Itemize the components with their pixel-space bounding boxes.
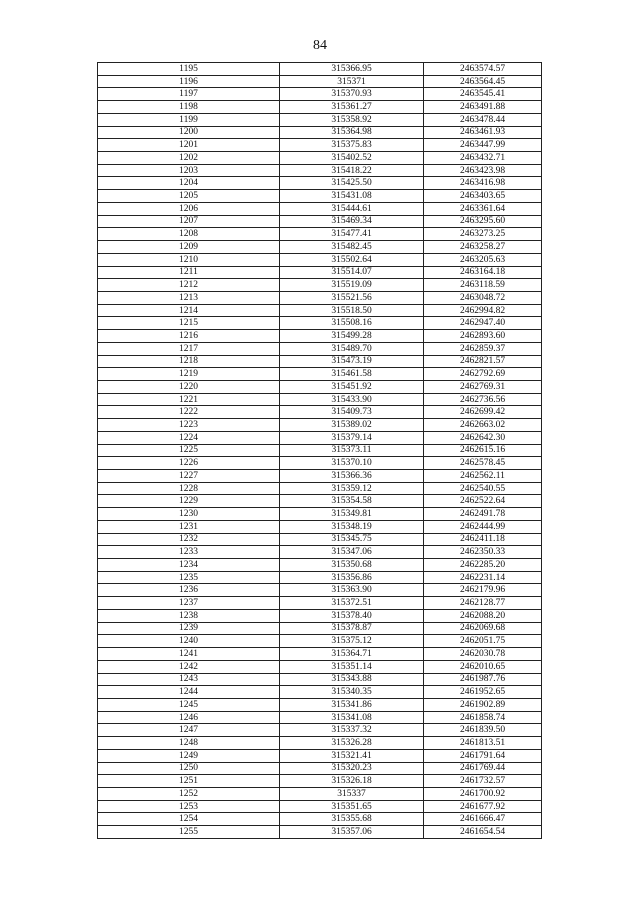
table-row [98,457,542,470]
x-coordinate-cell: 315514.07 [280,266,424,279]
table-row [98,75,542,88]
point-number-cell: 1235 [98,571,280,584]
x-coordinate-cell: 315372.51 [280,597,424,610]
table-row [98,177,542,190]
y-coordinate-cell: 2461858.74 [424,711,542,724]
x-coordinate-cell: 315340.35 [280,686,424,699]
point-number-cell: 1251 [98,775,280,788]
table-row [98,724,542,737]
table-row [98,533,542,546]
y-coordinate-cell: 2463205.63 [424,253,542,266]
table-row [98,800,542,813]
point-number-cell: 1199 [98,113,280,126]
table-row [98,126,542,139]
point-number-cell: 1245 [98,698,280,711]
point-number-cell: 1221 [98,393,280,406]
x-coordinate-cell: 315326.28 [280,737,424,750]
x-coordinate-cell: 315409.73 [280,406,424,419]
y-coordinate-cell: 2462859.37 [424,342,542,355]
table-row [98,279,542,292]
y-coordinate-cell: 2462179.96 [424,584,542,597]
point-number-cell: 1205 [98,190,280,203]
table-row [98,775,542,788]
y-coordinate-cell: 2462051.75 [424,635,542,648]
x-coordinate-cell: 315425.50 [280,177,424,190]
y-coordinate-cell: 2462736.56 [424,393,542,406]
table-row [98,431,542,444]
x-coordinate-cell: 315518.50 [280,304,424,317]
y-coordinate-cell: 2462540.55 [424,482,542,495]
y-coordinate-cell: 2463361.64 [424,202,542,215]
table-row [98,393,542,406]
point-number-cell: 1225 [98,444,280,457]
table-row [98,584,542,597]
x-coordinate-cell: 315473.19 [280,355,424,368]
x-coordinate-cell: 315418.22 [280,164,424,177]
y-coordinate-cell: 2463447.99 [424,139,542,152]
x-coordinate-cell: 315358.92 [280,113,424,126]
x-coordinate-cell: 315320.23 [280,762,424,775]
coordinates-table [97,62,542,839]
x-coordinate-cell: 315375.12 [280,635,424,648]
table-row [98,495,542,508]
table-row [98,482,542,495]
table-row [98,520,542,533]
point-number-cell: 1228 [98,482,280,495]
table-row [98,698,542,711]
point-number-cell: 1254 [98,813,280,826]
y-coordinate-cell: 2462578.45 [424,457,542,470]
point-number-cell: 1207 [98,215,280,228]
point-number-cell: 1195 [98,63,280,76]
x-coordinate-cell: 315345.75 [280,533,424,546]
y-coordinate-cell: 2461769.44 [424,762,542,775]
table-row [98,660,542,673]
y-coordinate-cell: 2463491.88 [424,101,542,114]
y-coordinate-cell: 2462444.99 [424,520,542,533]
point-number-cell: 1201 [98,139,280,152]
point-number-cell: 1204 [98,177,280,190]
table-row [98,609,542,622]
y-coordinate-cell: 2462821.57 [424,355,542,368]
x-coordinate-cell: 315502.64 [280,253,424,266]
y-coordinate-cell: 2462069.68 [424,622,542,635]
y-coordinate-cell: 2461902.89 [424,698,542,711]
y-coordinate-cell: 2462947.40 [424,317,542,330]
point-number-cell: 1232 [98,533,280,546]
table-row [98,380,542,393]
table-row [98,648,542,661]
point-number-cell: 1231 [98,520,280,533]
y-coordinate-cell: 2461813.51 [424,737,542,750]
table-row [98,253,542,266]
x-coordinate-cell: 315347.06 [280,546,424,559]
y-coordinate-cell: 2462285.20 [424,559,542,572]
point-number-cell: 1248 [98,737,280,750]
x-coordinate-cell: 315341.08 [280,711,424,724]
y-coordinate-cell: 2461666.47 [424,813,542,826]
y-coordinate-cell: 2462769.31 [424,380,542,393]
table-row [98,444,542,457]
table-row [98,571,542,584]
x-coordinate-cell: 315482.45 [280,241,424,254]
point-number-cell: 1233 [98,546,280,559]
point-number-cell: 1203 [98,164,280,177]
x-coordinate-cell: 315337 [280,787,424,800]
y-coordinate-cell: 2462663.02 [424,419,542,432]
y-coordinate-cell: 2463574.57 [424,63,542,76]
y-coordinate-cell: 2462994.82 [424,304,542,317]
table-row [98,139,542,152]
y-coordinate-cell: 2461952.65 [424,686,542,699]
point-number-cell: 1246 [98,711,280,724]
point-number-cell: 1239 [98,622,280,635]
y-coordinate-cell: 2463461.93 [424,126,542,139]
point-number-cell: 1209 [98,241,280,254]
point-number-cell: 1208 [98,228,280,241]
point-number-cell: 1244 [98,686,280,699]
point-number-cell: 1226 [98,457,280,470]
x-coordinate-cell: 315378.87 [280,622,424,635]
point-number-cell: 1218 [98,355,280,368]
x-coordinate-cell: 315366.95 [280,63,424,76]
y-coordinate-cell: 2462231.14 [424,571,542,584]
point-number-cell: 1236 [98,584,280,597]
x-coordinate-cell: 315521.56 [280,291,424,304]
table-row [98,190,542,203]
table-body [98,63,542,839]
x-coordinate-cell: 315370.10 [280,457,424,470]
point-number-cell: 1222 [98,406,280,419]
y-coordinate-cell: 2463432.71 [424,152,542,165]
table-row [98,711,542,724]
table-row [98,406,542,419]
point-number-cell: 1249 [98,749,280,762]
table-row [98,304,542,317]
point-number-cell: 1200 [98,126,280,139]
table-row [98,63,542,76]
table-row [98,228,542,241]
point-number-cell: 1227 [98,470,280,483]
y-coordinate-cell: 2462642.30 [424,431,542,444]
y-coordinate-cell: 2462699.42 [424,406,542,419]
table-row [98,826,542,839]
table-row [98,419,542,432]
x-coordinate-cell: 315364.98 [280,126,424,139]
point-number-cell: 1198 [98,101,280,114]
table-row [98,266,542,279]
point-number-cell: 1212 [98,279,280,292]
point-number-cell: 1240 [98,635,280,648]
table-row [98,355,542,368]
y-coordinate-cell: 2463273.25 [424,228,542,241]
y-coordinate-cell: 2461700.92 [424,787,542,800]
y-coordinate-cell: 2461654.54 [424,826,542,839]
x-coordinate-cell: 315489.70 [280,342,424,355]
x-coordinate-cell: 315343.88 [280,673,424,686]
y-coordinate-cell: 2461839.50 [424,724,542,737]
table-row [98,508,542,521]
y-coordinate-cell: 2463258.27 [424,241,542,254]
table-row [98,317,542,330]
x-coordinate-cell: 315361.27 [280,101,424,114]
x-coordinate-cell: 315366.36 [280,470,424,483]
x-coordinate-cell: 315469.34 [280,215,424,228]
table-row [98,202,542,215]
y-coordinate-cell: 2462088.20 [424,609,542,622]
x-coordinate-cell: 315351.65 [280,800,424,813]
x-coordinate-cell: 315348.19 [280,520,424,533]
y-coordinate-cell: 2462522.64 [424,495,542,508]
point-number-cell: 1197 [98,88,280,101]
table-row [98,559,542,572]
x-coordinate-cell: 315389.02 [280,419,424,432]
y-coordinate-cell: 2462615.16 [424,444,542,457]
x-coordinate-cell: 315354.58 [280,495,424,508]
y-coordinate-cell: 2461987.76 [424,673,542,686]
table-row [98,787,542,800]
point-number-cell: 1237 [98,597,280,610]
table-row [98,330,542,343]
point-number-cell: 1242 [98,660,280,673]
table-row [98,749,542,762]
table-row [98,762,542,775]
x-coordinate-cell: 315402.52 [280,152,424,165]
point-number-cell: 1210 [98,253,280,266]
point-number-cell: 1216 [98,330,280,343]
y-coordinate-cell: 2463295.60 [424,215,542,228]
x-coordinate-cell: 315433.90 [280,393,424,406]
y-coordinate-cell: 2463545.41 [424,88,542,101]
x-coordinate-cell: 315359.12 [280,482,424,495]
x-coordinate-cell: 315337.32 [280,724,424,737]
table-row [98,470,542,483]
table-row [98,597,542,610]
y-coordinate-cell: 2462350.33 [424,546,542,559]
y-coordinate-cell: 2461677.92 [424,800,542,813]
point-number-cell: 1238 [98,609,280,622]
point-number-cell: 1241 [98,648,280,661]
x-coordinate-cell: 315477.41 [280,228,424,241]
y-coordinate-cell: 2462411.18 [424,533,542,546]
table-row [98,737,542,750]
x-coordinate-cell: 315341.86 [280,698,424,711]
table-row [98,113,542,126]
point-number-cell: 1214 [98,304,280,317]
x-coordinate-cell: 315519.09 [280,279,424,292]
x-coordinate-cell: 315378.40 [280,609,424,622]
point-number-cell: 1255 [98,826,280,839]
table-row [98,152,542,165]
point-number-cell: 1213 [98,291,280,304]
x-coordinate-cell: 315431.08 [280,190,424,203]
table-row [98,546,542,559]
point-number-cell: 1206 [98,202,280,215]
point-number-cell: 1234 [98,559,280,572]
point-number-cell: 1229 [98,495,280,508]
table-row [98,813,542,826]
x-coordinate-cell: 315355.68 [280,813,424,826]
table-row [98,342,542,355]
x-coordinate-cell: 315375.83 [280,139,424,152]
table-row [98,164,542,177]
x-coordinate-cell: 315364.71 [280,648,424,661]
x-coordinate-cell: 315371 [280,75,424,88]
x-coordinate-cell: 315451.92 [280,380,424,393]
point-number-cell: 1219 [98,368,280,381]
y-coordinate-cell: 2463423.98 [424,164,542,177]
x-coordinate-cell: 315349.81 [280,508,424,521]
table-row [98,241,542,254]
point-number-cell: 1230 [98,508,280,521]
y-coordinate-cell: 2463048.72 [424,291,542,304]
x-coordinate-cell: 315444.61 [280,202,424,215]
point-number-cell: 1223 [98,419,280,432]
x-coordinate-cell: 315379.14 [280,431,424,444]
x-coordinate-cell: 315363.90 [280,584,424,597]
y-coordinate-cell: 2463416.98 [424,177,542,190]
table-row [98,88,542,101]
table-row [98,101,542,114]
x-coordinate-cell: 315351.14 [280,660,424,673]
y-coordinate-cell: 2461732.57 [424,775,542,788]
x-coordinate-cell: 315499.28 [280,330,424,343]
y-coordinate-cell: 2462010.65 [424,660,542,673]
table-row [98,291,542,304]
point-number-cell: 1215 [98,317,280,330]
y-coordinate-cell: 2462792.69 [424,368,542,381]
y-coordinate-cell: 2462128.77 [424,597,542,610]
x-coordinate-cell: 315370.93 [280,88,424,101]
y-coordinate-cell: 2462562.11 [424,470,542,483]
point-number-cell: 1202 [98,152,280,165]
table-row [98,673,542,686]
y-coordinate-cell: 2463478.44 [424,113,542,126]
point-number-cell: 1252 [98,787,280,800]
x-coordinate-cell: 315326.18 [280,775,424,788]
table-row [98,635,542,648]
point-number-cell: 1243 [98,673,280,686]
x-coordinate-cell: 315508.16 [280,317,424,330]
table-row [98,215,542,228]
y-coordinate-cell: 2462030.78 [424,648,542,661]
y-coordinate-cell: 2463164.18 [424,266,542,279]
y-coordinate-cell: 2463403.65 [424,190,542,203]
table-row [98,368,542,381]
x-coordinate-cell: 315321.41 [280,749,424,762]
point-number-cell: 1217 [98,342,280,355]
point-number-cell: 1224 [98,431,280,444]
y-coordinate-cell: 2461791.64 [424,749,542,762]
table-row [98,686,542,699]
y-coordinate-cell: 2463118.59 [424,279,542,292]
point-number-cell: 1211 [98,266,280,279]
y-coordinate-cell: 2463564.45 [424,75,542,88]
table-row [98,622,542,635]
x-coordinate-cell: 315356.86 [280,571,424,584]
y-coordinate-cell: 2462893.60 [424,330,542,343]
x-coordinate-cell: 315357.06 [280,826,424,839]
x-coordinate-cell: 315461.58 [280,368,424,381]
point-number-cell: 1250 [98,762,280,775]
x-coordinate-cell: 315373.11 [280,444,424,457]
point-number-cell: 1247 [98,724,280,737]
point-number-cell: 1220 [98,380,280,393]
y-coordinate-cell: 2462491.78 [424,508,542,521]
x-coordinate-cell: 315350.68 [280,559,424,572]
point-number-cell: 1196 [98,75,280,88]
page-number: 84 [313,38,327,53]
point-number-cell: 1253 [98,800,280,813]
